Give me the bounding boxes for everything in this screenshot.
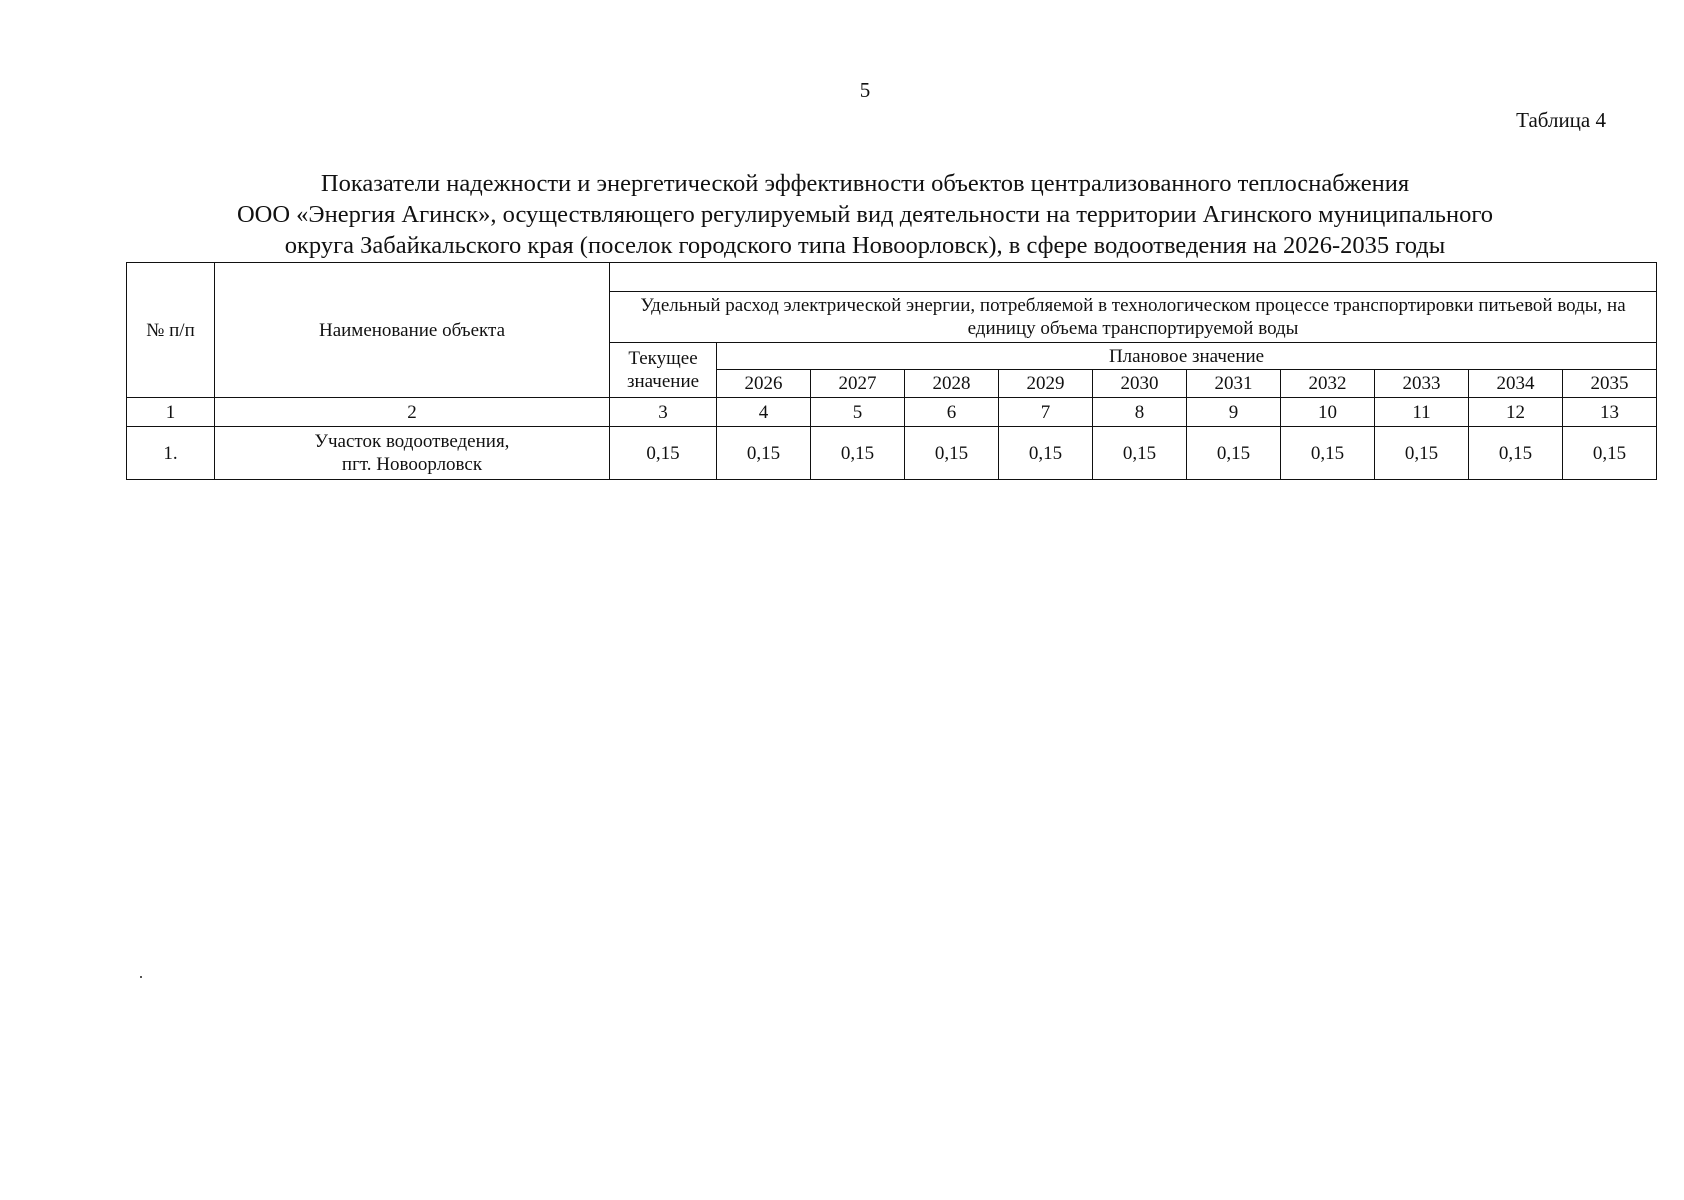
year-header: 2028 (905, 370, 999, 398)
document-title (100, 168, 1630, 261)
column-number: 2 (215, 398, 610, 427)
plan-value: 0,15 (1469, 427, 1563, 480)
year-header: 2031 (1187, 370, 1281, 398)
title-line-3: округа Забайкальского края (поселок городского типа Новоорловск), в сфере водоотведения на 2026-2035 годы (284, 232, 1446, 259)
column-number: 11 (1375, 398, 1469, 427)
scan-speck (140, 976, 142, 978)
column-number: 3 (610, 398, 717, 427)
plan-value-header: Плановое значение (717, 343, 1657, 370)
column-number: 8 (1093, 398, 1187, 427)
plan-value: 0,15 (717, 427, 811, 480)
title-line-2: ООО «Энергия Агинск», осуществляющего регулируемый вид деятельности на территории Агинского муниципального (236, 201, 1494, 228)
col-num-header: № п/п (127, 263, 215, 398)
table-row (127, 427, 1657, 480)
year-header: 2027 (811, 370, 905, 398)
row-number: 1. (127, 427, 215, 480)
col-name-header: Наименование объекта (215, 263, 610, 398)
year-header: 2032 (1281, 370, 1375, 398)
plan-value: 0,15 (811, 427, 905, 480)
object-name (215, 427, 610, 480)
plan-value: 0,15 (1375, 427, 1469, 480)
column-number: 6 (905, 398, 999, 427)
column-number: 13 (1563, 398, 1657, 427)
current-value-header: Текущее значение (610, 343, 717, 398)
column-number: 5 (811, 398, 905, 427)
year-header: 2034 (1469, 370, 1563, 398)
indicators-table (126, 262, 1657, 480)
plan-value: 0,15 (1093, 427, 1187, 480)
title-line-1: Показатели надежности и энергетической эффективности объектов централизованного теплоснабжения (320, 170, 1410, 197)
plan-value: 0,15 (1187, 427, 1281, 480)
object-name-line-1: Участок водоотведения, (314, 431, 510, 452)
table-label: Таблица 4 (1516, 108, 1606, 132)
page-number: 5 (859, 78, 871, 102)
plan-value: 0,15 (905, 427, 999, 480)
year-header: 2026 (717, 370, 811, 398)
current-value: 0,15 (610, 427, 717, 480)
column-number: 4 (717, 398, 811, 427)
year-header: 2030 (1093, 370, 1187, 398)
object-name-line-2: пгт. Новоорловск (341, 454, 483, 475)
header-empty-cell (610, 263, 1657, 292)
column-number: 12 (1469, 398, 1563, 427)
column-number: 9 (1187, 398, 1281, 427)
plan-value: 0,15 (1281, 427, 1375, 480)
plan-value: 0,15 (999, 427, 1093, 480)
column-numbers-row (127, 398, 1657, 427)
metric-header: Удельный расход электрической энергии, потребляемой в технологическом процессе транспортировки питьевой воды, на единицу объема транспортируемой воды (610, 292, 1657, 343)
column-number: 1 (127, 398, 215, 427)
column-number: 7 (999, 398, 1093, 427)
year-header: 2029 (999, 370, 1093, 398)
plan-value: 0,15 (1563, 427, 1657, 480)
year-header: 2035 (1563, 370, 1657, 398)
header-row-top (127, 263, 1657, 292)
year-header: 2033 (1375, 370, 1469, 398)
column-number: 10 (1281, 398, 1375, 427)
